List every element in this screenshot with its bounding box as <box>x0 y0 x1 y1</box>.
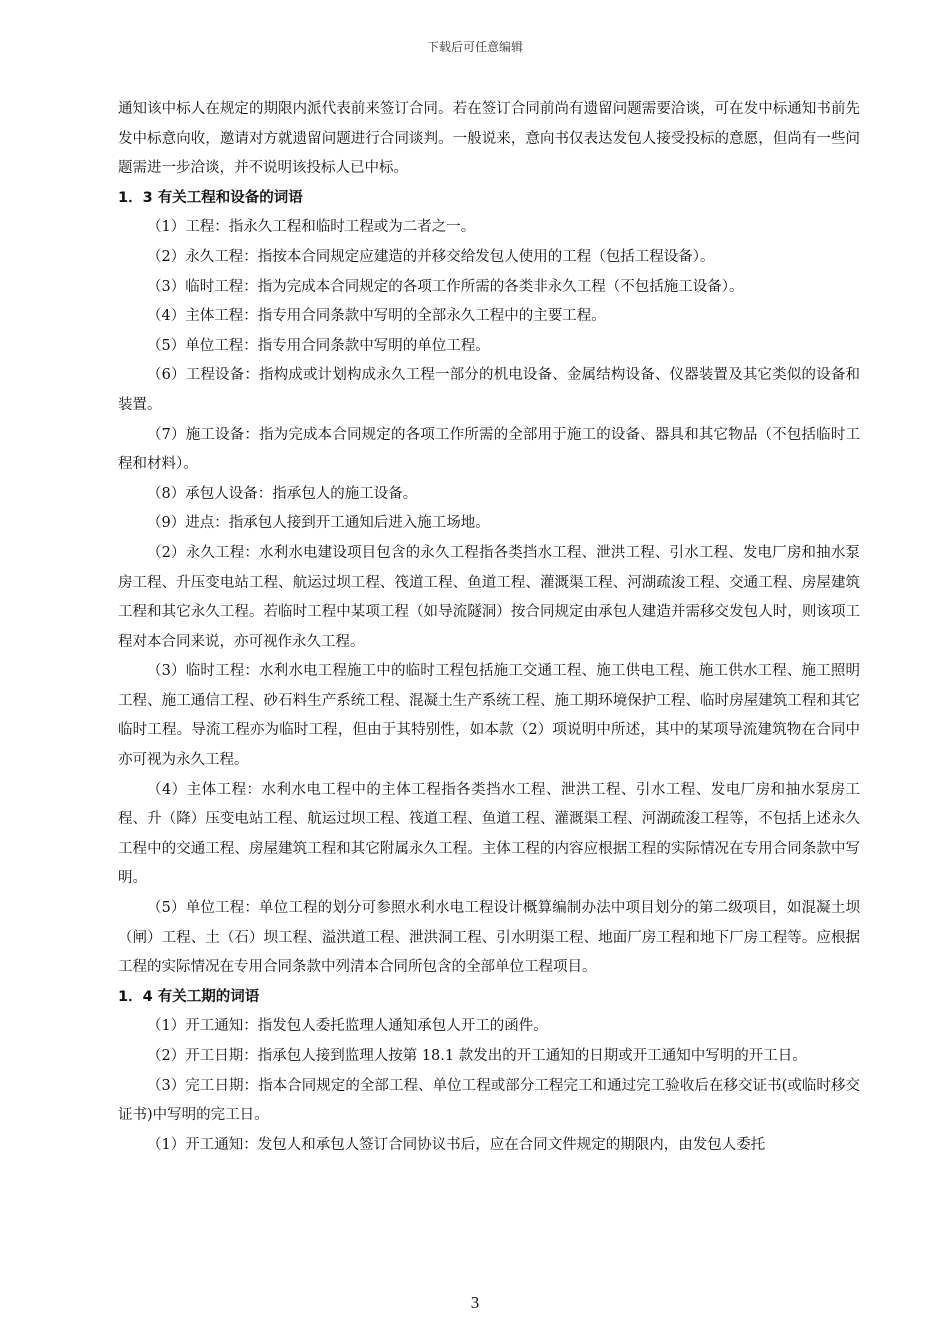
paragraph: （3）完工日期：指本合同规定的全部工程、单位工程或部分工程完工和通过完工验收后在移交证书(或临时移交证书)中写明的完工日。 <box>118 1077 860 1124</box>
paragraph: （3）临时工程：水利水电工程施工中的临时工程包括施工交通工程、施工供电工程、施工供水工程、施工照明工程、施工通信工程、砂石料生产系统工程、混凝土生产系统工程、施工期环境保护工程、临时房屋建筑工程和其它临时工程。导流工程亦为临时工程，但由于其特别性，如本款（2）项说明中所述，其中的某项导流建筑物在合同中亦可视为永久工程。 <box>118 663 860 769</box>
paragraph: （2）永久工程：水利水电建设项目包含的永久工程指各类挡水工程、泄洪工程、引水工程、发电厂房和抽水泵房工程、升压变电站工程、航运过坝工程、筏道工程、鱼道工程、灌溉渠工程、河湖疏浚工程、交通工程、房屋建筑工程和其它永久工程。若临时工程中某项工程（如导流隧洞）按合同规定由承包人建造并需移交发包人时，则该项工程对本合同来说，亦可视作永久工程。 <box>118 544 860 650</box>
page-number: 3 <box>470 1293 480 1312</box>
paragraph: （1）开工通知：发包人和承包人签订合同协议书后，应在合同文件规定的期限内，由发包人委托 <box>147 1136 766 1153</box>
paragraph: （7）施工设备：指为完成本合同规定的各项工作所需的全部用于施工的设备、器具和其它物品（不包括临时工程和材料）。 <box>118 426 860 473</box>
document-body <box>118 95 860 1160</box>
paragraph: 通知该中标人在规定的期限内派代表前来签订合同。若在签订合同前尚有遗留问题需要洽谈，可在发中标通知书前先发中标意向收，邀请对方就遗留问题进行合同谈判。一般说来，意向书仅表达发包人接受投标的意愿，但尚有一些问题需进一步洽谈，并不说明该投标人已中标。 <box>118 101 860 177</box>
header-note: 下载后可任意编辑 <box>426 40 523 54</box>
paragraph: （5）单位工程：指专用合同条款中写明的单位工程。 <box>147 337 490 354</box>
paragraph: （1）工程：指永久工程和临时工程或为二者之一。 <box>147 219 476 236</box>
paragraph: （5）单位工程：单位工程的划分可参照水利水电工程设计概算编制办法中项目划分的第二级项目，如混凝土坝（闸）工程、土（石）坝工程、溢洪道工程、泄洪洞工程、引水明渠工程、地面厂房工程和地下厂房工程等。应根据工程的实际情况在专用合同条款中列清本合同所包含的全部单位工程项目。 <box>118 900 860 976</box>
paragraph: （4）主体工程：水利水电工程中的主体工程指各类挡水工程、泄洪工程、引水工程、发电厂房和抽水泵房工程、升（降）压变电站工程、航运过坝工程、筏道工程、鱼道工程、灌溉渠工程、河湖疏浚工程等，不包括上述永久工程中的交通工程、房屋建筑工程和其它附属永久工程。主体工程的内容应根据工程的实际情况在专用合同条款中写明。 <box>118 781 860 887</box>
paragraph: （2）开工日期：指承包人接到监理人按第 18.1 款发出的开工通知的日期或开工通知中写明的开工日。 <box>147 1048 807 1064</box>
paragraph: （8）承包人设备：指承包人的施工设备。 <box>147 485 418 502</box>
section-heading: 1．4 有关工期的词语 <box>118 988 260 1005</box>
paragraph: （9）进点：指承包人接到开工通知后进入施工场地。 <box>147 515 490 532</box>
paragraph: （3）临时工程：指为完成本合同规定的各项工作所需的各类非永久工程（不包括施工设备）。 <box>147 278 744 295</box>
section-heading: 1．3 有关工程和设备的词语 <box>118 189 303 206</box>
paragraph: （2）永久工程：指按本合同规定应建造的并移交给发包人使用的工程（包括工程设备）。 <box>147 248 715 265</box>
paragraph: （6）工程设备：指构成或计划构成永久工程一部分的机电设备、金属结构设备、仪器装置及其它类似的设备和装置。 <box>118 367 860 413</box>
paragraph: （4）主体工程：指专用合同条款中写明的全部永久工程中的主要工程。 <box>147 308 606 325</box>
paragraph: （1）开工通知：指发包人委托监理人通知承包人开工的函件。 <box>147 1018 548 1035</box>
